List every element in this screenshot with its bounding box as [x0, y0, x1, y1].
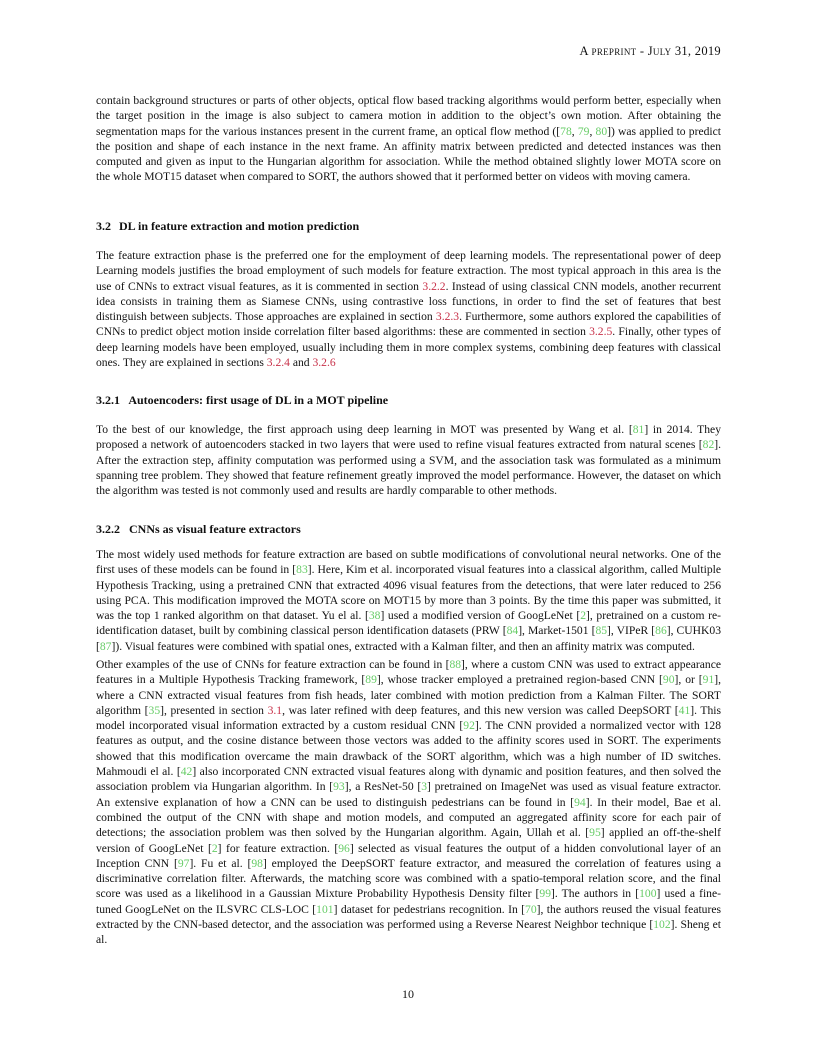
paragraph-cnn-examples — [96, 657, 721, 948]
body-text: ] dataset for pedestrians recognition. In [ — [333, 902, 526, 916]
citation-link[interactable]: 97 — [177, 856, 190, 870]
body-text: To the best of our knowledge, the first approach using deep learning in MOT was presented by Wang et al. [ — [96, 423, 633, 436]
citation-link[interactable]: 94 — [574, 795, 586, 809]
section-reference-link[interactable]: 3.2.5 — [589, 325, 613, 339]
body-text: ]). Visual features were combined with spatial ones, extracted with a Kalman filter, and then an affinity matrix was computed. — [111, 639, 695, 653]
body-text: Other examples of the use of CNNs for feature extraction can be found in [ — [96, 658, 450, 671]
citation-link[interactable]: 78 — [560, 124, 572, 138]
body-text: ], or [ — [674, 673, 703, 687]
body-text: ], a ResNet-50 [ — [344, 780, 422, 794]
citation-link[interactable]: 81 — [632, 423, 645, 436]
body-text: ] used a modified version of GoogLeNet [ — [380, 609, 581, 623]
body-text: ]. The authors in [ — [551, 887, 640, 901]
body-text: ] for feature extraction. [ — [217, 841, 339, 855]
section-reference-link[interactable]: 3.2.3 — [435, 310, 460, 324]
citation-link[interactable]: 35 — [148, 703, 161, 717]
body-text: and — [289, 356, 313, 370]
body-text: ]. Fu et al. [ — [189, 856, 252, 870]
citation-link[interactable]: 84 — [506, 624, 519, 638]
section-number: 3.2 — [96, 219, 111, 233]
body-text: ] employed the DeepSORT feature extractor, and measured the correlation of features using a discriminative correlation filter. Afterwards, the matching score was combined with a spatio-temporal relation score, and the final score was used as a likelihood in a Gaussian Mixture Probability Hypothesis Density filter [ — [96, 856, 722, 901]
citation-link[interactable]: 80 — [595, 124, 608, 138]
body-text: ]. This model incorporated visual information extracted by a custom residual CNN [ — [96, 703, 721, 733]
page-number: 10 — [402, 987, 414, 1001]
body-text: ], whose tracker employed a pretrained region-based CNN [ — [376, 673, 663, 687]
section-reference-link[interactable]: 3.2.4 — [266, 356, 290, 370]
body-text: . Finally, other types of deep learning models have been employed, usually including them in more complex systems, combining deep features with classical ones. They are explained in sections — [96, 325, 721, 370]
citation-link[interactable]: 91 — [702, 673, 715, 687]
body-text: The most widely used methods for feature extraction are based on subtle modifications of convolutional neural networks. One of the first uses of these models can be found in [ — [96, 548, 721, 577]
body-text: . Furthermore, some authors explored the capabilities of CNNs to predict object motion inside correlation filter based algorithms: these are commented in section — [96, 310, 721, 339]
body-text: ]. After the extraction step, affinity computation was performed using a SVM, and the association task was formulated as a minimum spanning tree problem. They showed that feature refinement greatly improved the model performance. However, the dataset on which the algorithm was tested is not commonly used and results are hardly comparable to other methods. — [96, 438, 721, 498]
body-text: , was later refined with deep features, and this new version was called DeepSORT [ — [282, 703, 679, 717]
citation-link[interactable]: 102 — [653, 918, 671, 932]
body-text: ] also incorporated CNN extracted visual features along with dynamic and position features, and then solved the association problem via Hungarian algorithm. In [ — [96, 765, 722, 794]
body-text: ] selected as visual features the output of a hidden convolutional layer of an Inception CNN [ — [96, 841, 722, 870]
body-text: ] pretrained on ImageNet was used as visual feature extractor. An extensive explanation of how a CNN can be used to distinguish pedestrians can be found in [ — [96, 780, 721, 809]
body-text: contain background structures or parts of other objects, optical flow based tracking algorithms would perform better, especially when the target position in the image is also subject to camera motion in addition to the object’s own motion. After obtaining the segmentation maps for the various instances present in the current frame, an optical flow method ([ — [96, 94, 721, 138]
paragraph-dl-intro — [96, 248, 721, 370]
citation-link[interactable]: 2 — [211, 841, 218, 855]
citation-link[interactable]: 93 — [333, 780, 345, 794]
body-text: ] used a fine-tuned GoogLeNet on the ILSVRC CLS-LOC [ — [96, 887, 721, 916]
citation-link[interactable]: 95 — [589, 826, 601, 840]
body-text: ] applied an off-the-shelf version of GoogLeNet [ — [96, 826, 721, 855]
body-text: ], CUHK03 [ — [96, 624, 721, 653]
section-number: 3.2.1 — [96, 393, 120, 407]
body-text: ]) was applied to predict the position and shape of each instance in the next frame. An affinity matrix between predicted and detected instances was then computed and given as input to the Hungarian algorithm for association. While the method obtained slightly lower MOTA score on the whole MOT15 dataset when compared to SORT, the authors showed that it performed better on videos with moving camera. — [96, 124, 721, 184]
citation-link[interactable]: 90 — [662, 673, 675, 687]
citation-link[interactable]: 2 — [580, 609, 587, 623]
section-title: DL in feature extraction and motion prediction — [119, 219, 360, 233]
body-text: , — [571, 124, 578, 138]
section-reference-link[interactable]: 3.2.2 — [422, 279, 446, 293]
section-heading-3-2-1 — [96, 393, 388, 408]
citation-link[interactable]: 98 — [251, 856, 263, 870]
citation-link[interactable]: 87 — [99, 639, 112, 653]
paragraph-cnn-features — [96, 547, 721, 654]
body-text: ], pretrained on a custom re-identification dataset, built by combining classical person identification datasets (PRW [ — [96, 609, 721, 638]
citation-link[interactable]: 42 — [180, 765, 193, 779]
citation-link[interactable]: 79 — [577, 124, 590, 138]
paragraph-autoencoders — [96, 422, 721, 498]
citation-link[interactable]: 82 — [702, 438, 715, 452]
section-title: Autoencoders: first usage of DL in a MOT pipeline — [128, 393, 389, 407]
citation-link[interactable]: 41 — [678, 703, 691, 717]
citation-link[interactable]: 100 — [639, 887, 657, 901]
citation-link[interactable]: 101 — [316, 902, 334, 916]
running-header: A preprint - July 31, 2019 — [579, 44, 721, 58]
section-number: 3.2.2 — [96, 522, 120, 536]
body-text: ], where a custom CNN was used to extract appearance features in a Multiple Hypothesis Tracking framework, [ — [96, 658, 721, 687]
citation-link[interactable]: 92 — [463, 719, 475, 733]
body-text: ]. In their model, Bae et al. combined the output of the CNN with shape and motion models, and computed an aggregated affinity score for each pair of detections; the association problem was then solved by the Hungarian algorithm. Again, Ullah et al. [ — [96, 795, 721, 840]
section-title: CNNs as visual feature extractors — [129, 522, 301, 536]
body-text: ] in 2014. They proposed a network of autoencoders stacked in two layers that were used to refine visual features extracted from natural scenes [ — [96, 423, 721, 452]
body-text: ], where a CNN extracted visual features from fish heads, later combined with motion prediction from a Kalman Filter. The SORT algorithm [ — [96, 673, 722, 717]
section-heading-3-2 — [96, 219, 359, 234]
body-text: ]. Sheng et al. — [96, 918, 721, 947]
citation-link[interactable]: 89 — [365, 673, 377, 687]
citation-link[interactable]: 3 — [421, 780, 428, 794]
body-text: ]. Here, Kim et al. incorporated visual features into a classical algorithm, called Multiple Hypothesis Tracking, using a pretrained CNN that extracted 4096 visual features from the detections, that were later reduced to 256 using PCA. This modification improved the MOTA score on MOT15 by more than 3 points. By the time this paper was submitted, it was the top 1 ranked algorithm on that dataset. Yu el al. [ — [96, 563, 721, 623]
body-text: ], VIPeR [ — [607, 624, 656, 638]
body-text: ], presented in section — [160, 703, 268, 717]
citation-link[interactable]: 88 — [449, 658, 462, 671]
body-text: , — [589, 124, 596, 138]
body-text: The feature extraction phase is the preferred one for the employment of deep learning models. The representational power of deep Learning models justifies the broad employment of such models for feature extraction. The most typical approach in this area is the use of CNNs to extract visual features, as it is commented in section — [96, 249, 721, 293]
citation-link[interactable]: 86 — [655, 624, 667, 638]
body-text: ]. The CNN provided a normalized vector with 128 features as output, and the cosine distance between those vectors was added to the affinity scores used in SORT. The experiments showed that this modification overcame the main drawback of the SORT algorithm, which was a high number of ID switches. Mahmoudi el al. [ — [96, 719, 722, 779]
section-reference-link[interactable]: 3.2.6 — [312, 356, 336, 370]
body-text: . Instead of using classical CNN models, another recurrent idea consists in training them as Siamese CNNs, using contrastive loss functions, in order to find the set of features that best distinguish between subjects. Those approaches are explained in section — [96, 279, 721, 324]
paragraph-optical-flow — [96, 93, 721, 185]
body-text: ], the authors reused the visual features extracted by the CNN-based detector, and the association was performed using a Reverse Nearest Neighbor technique [ — [96, 902, 721, 932]
citation-link[interactable]: 38 — [368, 609, 381, 623]
citation-link[interactable]: 96 — [338, 841, 350, 855]
citation-link[interactable]: 70 — [525, 902, 537, 916]
body-text: ], Market-1501 [ — [518, 624, 596, 638]
section-reference-link[interactable]: 3.1 — [267, 703, 283, 717]
citation-link[interactable]: 99 — [539, 887, 552, 901]
citation-link[interactable]: 83 — [296, 563, 308, 577]
citation-link[interactable]: 85 — [595, 624, 608, 638]
section-heading-3-2-2 — [96, 522, 301, 537]
